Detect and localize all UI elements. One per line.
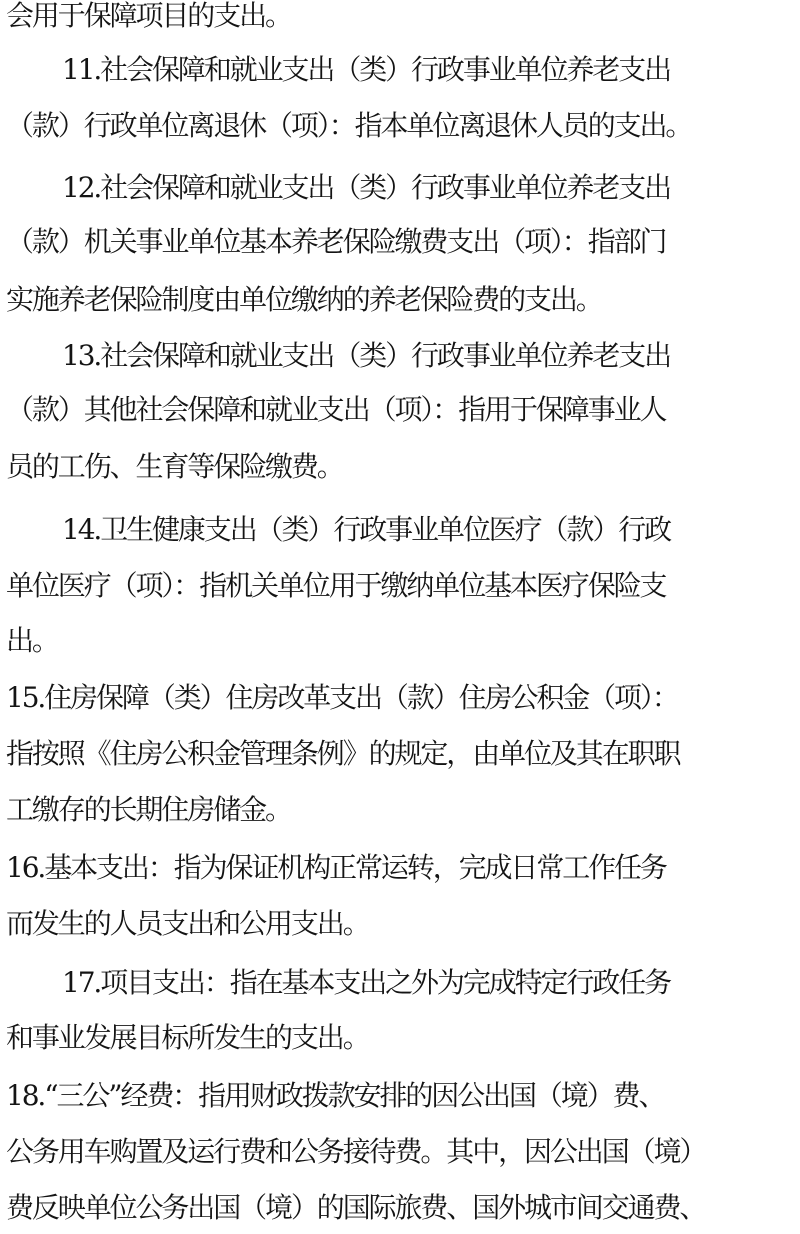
text-line: 单位医疗（项）：指机关单位用于缴纳单位基本医疗保险支 bbox=[6, 569, 666, 602]
text-line: 15.住房保障（类）住房改革支出（款）住房公积金（项）： bbox=[6, 681, 678, 714]
text-line: 13.社会保障和就业支出（类）行政事业单位养老支出 bbox=[62, 339, 671, 372]
text-line: 14.卫生健康支出（类）行政事业单位医疗（款）行政 bbox=[62, 513, 671, 546]
text-line: 会用于保障项目的支出。 bbox=[6, 0, 291, 32]
text-line: 实施养老保险制度由单位缴纳的养老保险费的支出。 bbox=[6, 283, 602, 316]
text-line: 公务用车购置及运行费和公务接待费。其中，因公出国（境） bbox=[6, 1135, 706, 1168]
text-line: 18.“三公”经费：指用财政拨款安排的因公出国（境）费、 bbox=[6, 1079, 665, 1112]
text-line: （款）其他社会保障和就业支出（项）：指用于保障事业人 bbox=[6, 393, 666, 426]
text-line: （款）行政单位离退休（项）：指本单位离退休人员的支出。 bbox=[6, 109, 692, 142]
text-line: 和事业发展目标所发生的支出。 bbox=[6, 1021, 369, 1054]
text-line: 12.社会保障和就业支出（类）行政事业单位养老支出 bbox=[62, 171, 671, 204]
text-line: 出。 bbox=[6, 624, 58, 657]
text-line: 员的工伤、生育等保险缴费。 bbox=[6, 450, 343, 483]
text-line: 指按照《住房公积金管理条例》的规定，由单位及其在职职 bbox=[6, 737, 680, 770]
text-line: 费反映单位公务出国（境）的国际旅费、国外城市间交通费、 bbox=[6, 1191, 706, 1224]
text-line: （款）机关事业单位基本养老保险缴费支出（项）：指部门 bbox=[6, 225, 666, 258]
text-line: 工缴存的长期住房储金。 bbox=[6, 793, 291, 826]
text-line: 11.社会保障和就业支出（类）行政事业单位养老支出 bbox=[62, 53, 671, 86]
text-line: 而发生的人员支出和公用支出。 bbox=[6, 907, 369, 940]
text-line: 16.基本支出：指为保证机构正常运转，完成日常工作任务 bbox=[6, 851, 666, 884]
text-line: 17.项目支出：指在基本支出之外为完成特定行政任务 bbox=[62, 966, 671, 999]
